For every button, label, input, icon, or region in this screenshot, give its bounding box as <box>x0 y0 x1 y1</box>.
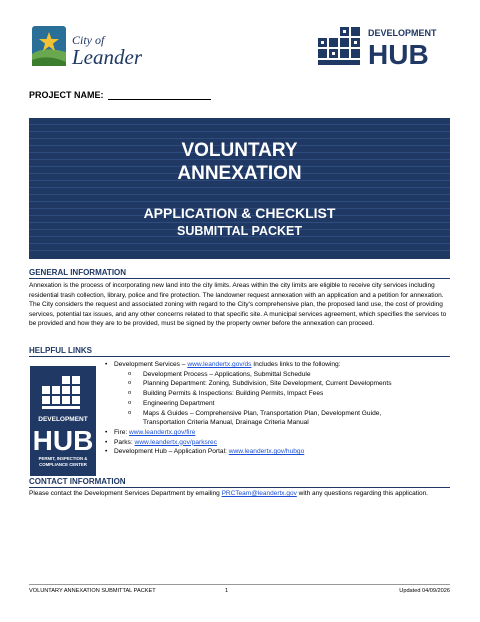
contact-email-link[interactable]: PRCTeam@leandertx.gov <box>221 490 297 497</box>
project-name-field <box>29 90 211 100</box>
helpful-links-list <box>104 360 454 457</box>
ds-suffix: Includes links to the following: <box>251 361 341 368</box>
general-information-text: Annexation is the process of incorporating new land into the city limits. Areas within the city limits are eligible to receive city services including residential trash collection, library, police and fire protection. The landowner request annexation with an application and a petition for annexation. The City considers the request and associated zoning with regard to the City's comprehensive plan, the proposed land use, the cost of providing services, potential tax issues, and any other concerns related to that specific site. A municipal services agreement, which specifies the services to be provided and how they are to be provided, must be signed by the property owner before the annexation can proceed. <box>29 282 447 328</box>
city-logo-text-top: City of <box>72 33 105 47</box>
helpful-links-heading: HELPFUL LINKS <box>29 346 450 357</box>
sub-item-planning: o Planning Department: Zoning, Subdivision, Site Development, Current Developments <box>104 379 454 389</box>
sub-item-maps-guides: o Maps & Guides – Comprehensive Plan, Transportation Plan, Development Guide, <box>104 409 454 419</box>
contact-information-heading: CONTACT INFORMATION <box>29 477 450 488</box>
banner-title-line1: VOLUNTARY <box>181 140 298 161</box>
list-item-parks <box>104 438 454 448</box>
general-information-heading: GENERAL INFORMATION <box>29 268 450 279</box>
contact-text-after: with any questions regarding this application. <box>296 490 428 497</box>
fire-label: Fire: <box>114 428 130 436</box>
list-item-fire <box>104 428 454 438</box>
parks-label: Parks: <box>114 438 135 446</box>
banner-title-line2: ANNEXATION <box>177 163 302 184</box>
page-footer <box>29 584 450 594</box>
contact-text-before: Please contact the Development Services Department by emailing <box>29 490 222 497</box>
title-banner <box>29 118 450 259</box>
sub-item-maps-guides-cont: Transportation Criteria Manual, Drainage Criteria Manual <box>143 419 309 427</box>
badge-text-bottom1: PERMIT, INSPECTION & <box>38 456 88 461</box>
link-parks[interactable]: www.leandertx.gov/parksrec <box>134 438 217 446</box>
badge-text-top: DEVELOPMENT <box>38 416 88 423</box>
contact-information-text <box>29 489 429 499</box>
sub-item-engineering: o Engineering Department <box>104 399 454 409</box>
banner-subtitle-line2: SUBMITTAL PACKET <box>177 224 302 238</box>
badge-text-bottom2: COMPLIANCE CENTER <box>39 462 87 467</box>
project-name-label: PROJECT NAME: <box>29 90 104 100</box>
link-hub[interactable]: www.leandertx.gov/hubgo <box>228 448 305 456</box>
list-item-development-hub <box>104 447 454 457</box>
list-item-development-services <box>104 360 454 370</box>
sub-item-development-process: o Development Process – Applications, Submittal Schedule <box>104 370 454 380</box>
link-fire[interactable]: www.leandertx.gov/fire <box>129 428 196 436</box>
banner-subtitle-line1: APPLICATION & CHECKLIST <box>143 205 336 221</box>
ds-prefix: Development Services – <box>114 361 188 368</box>
badge-text-big: HUB <box>32 425 94 456</box>
city-logo-text-bottom: Leander <box>72 45 142 69</box>
development-hub-logo <box>316 22 456 72</box>
hub-label: Development Hub – Application Portal: <box>114 448 229 456</box>
city-of-leander-logo <box>30 24 160 72</box>
hub-logo-text-top: DEVELOPMENT <box>368 28 437 38</box>
project-name-blank[interactable] <box>108 91 211 100</box>
footer-title: VOLUNTARY ANNEXATION SUBMITTAL PACKET <box>29 588 156 594</box>
hub-logo-text-bottom: HUB <box>368 39 429 70</box>
sub-item-building-permits: o Building Permits & Inspections: Building Permits, Impact Fees <box>104 389 454 399</box>
development-hub-badge <box>30 366 96 476</box>
footer-updated-date: Updated 04/09/2026 <box>399 588 450 594</box>
link-development-services[interactable]: www.leandertx.gov/ds <box>187 361 252 368</box>
footer-page-number: 1 <box>225 588 229 594</box>
